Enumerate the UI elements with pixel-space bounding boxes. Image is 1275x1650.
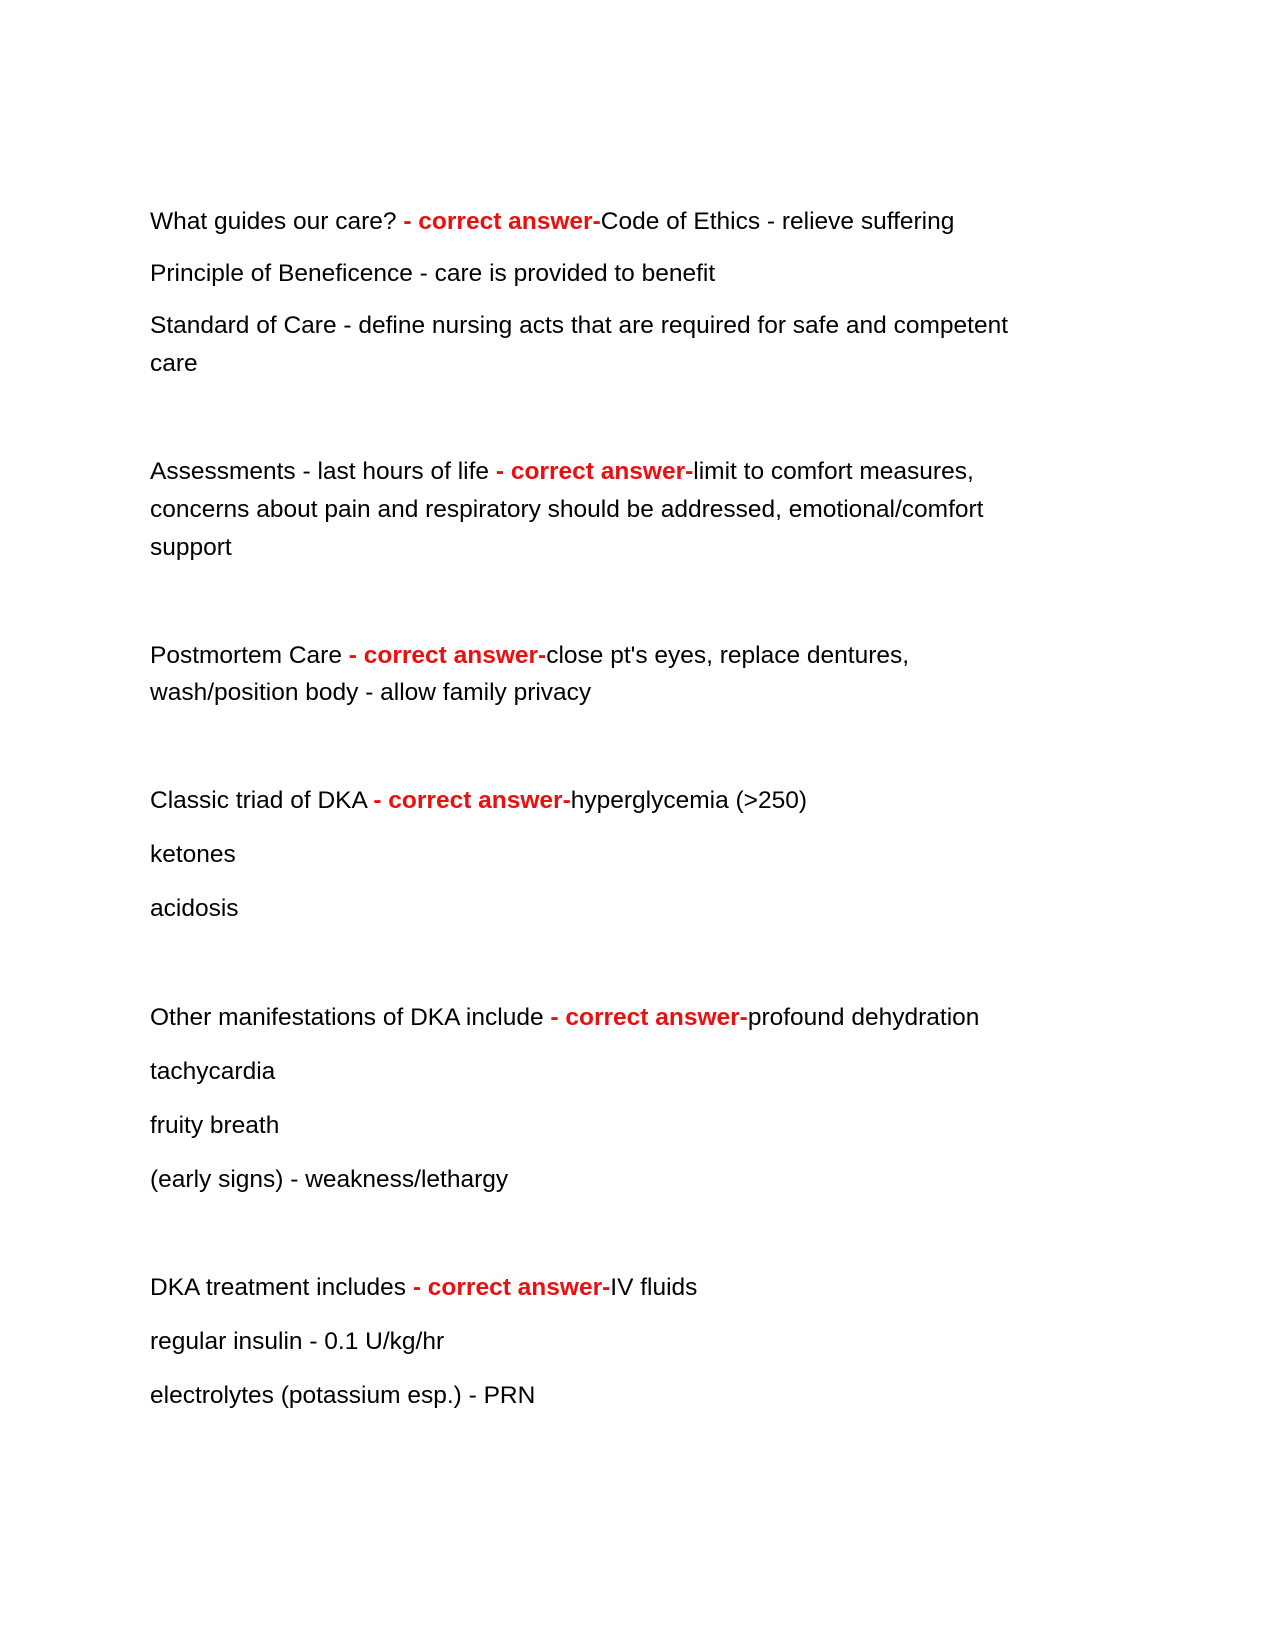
card-3-answer-line-2: wash/position body - allow family privacy bbox=[150, 679, 592, 706]
answer-marker: - correct answer- bbox=[495, 458, 694, 485]
card-1-answer-line-4: care bbox=[150, 350, 198, 377]
card-4-question-line bbox=[150, 782, 1110, 820]
card-5-question-line bbox=[150, 999, 1110, 1037]
answer-marker: - correct answer- bbox=[412, 1274, 611, 1301]
card-5-answer-line-4: (early signs) - weakness/lethargy bbox=[150, 1166, 509, 1193]
card-1-answer-line-3: Standard of Care - define nursing acts that are required for safe and competent bbox=[150, 312, 1009, 339]
card-2-question: Assessments - last hours of life bbox=[150, 458, 490, 485]
card-6-answer-line-3: electrolytes (potassium esp.) - PRN bbox=[150, 1382, 536, 1409]
card-5-answer-line-1: profound dehydration bbox=[747, 1004, 980, 1031]
card-4-question: Classic triad of DKA bbox=[150, 787, 367, 814]
answer-marker: - correct answer- bbox=[550, 1004, 748, 1031]
card-2-answer-line-1: limit to comfort measures, bbox=[693, 458, 974, 485]
card-1-answer-line-1: Code of Ethics - relieve suffering bbox=[600, 208, 955, 235]
card-4-answer-line-2: ketones bbox=[150, 841, 236, 868]
answer-marker: - correct answer- bbox=[373, 787, 571, 814]
card-3-question: Postmortem Care bbox=[150, 642, 342, 669]
card-2-answer-line-3: support bbox=[150, 534, 232, 561]
card-5-answer-line-2: tachycardia bbox=[150, 1058, 276, 1085]
card-6-question-line bbox=[150, 1269, 1110, 1307]
answer-marker: - correct answer- bbox=[403, 208, 601, 235]
card-3-answer-line-1: close pt's eyes, replace dentures, bbox=[546, 642, 910, 669]
card-5-answer-line-3: fruity breath bbox=[150, 1112, 280, 1139]
card-2-answer-line-2: concerns about pain and respiratory should be addressed, emotional/comfort bbox=[150, 496, 984, 523]
card-6-question: DKA treatment includes bbox=[150, 1274, 407, 1301]
card-6-answer-line-2: regular insulin - 0.1 U/kg/hr bbox=[150, 1328, 445, 1355]
card-5-question: Other manifestations of DKA include bbox=[150, 1004, 544, 1031]
answer-marker: - correct answer- bbox=[348, 642, 547, 669]
card-6-answer-line-1: IV fluids bbox=[610, 1274, 698, 1301]
card-2-question-line bbox=[150, 453, 1110, 491]
card-4-answer-line-3: acidosis bbox=[150, 895, 239, 922]
card-4-answer-line-1: hyperglycemia (>250) bbox=[570, 787, 808, 814]
card-1-question-line bbox=[150, 203, 1110, 241]
card-1-question: What guides our care? bbox=[150, 208, 397, 235]
card-1-answer-line-2: Principle of Beneficence - care is provided to benefit bbox=[150, 260, 716, 287]
card-3-question-line bbox=[150, 637, 1110, 675]
